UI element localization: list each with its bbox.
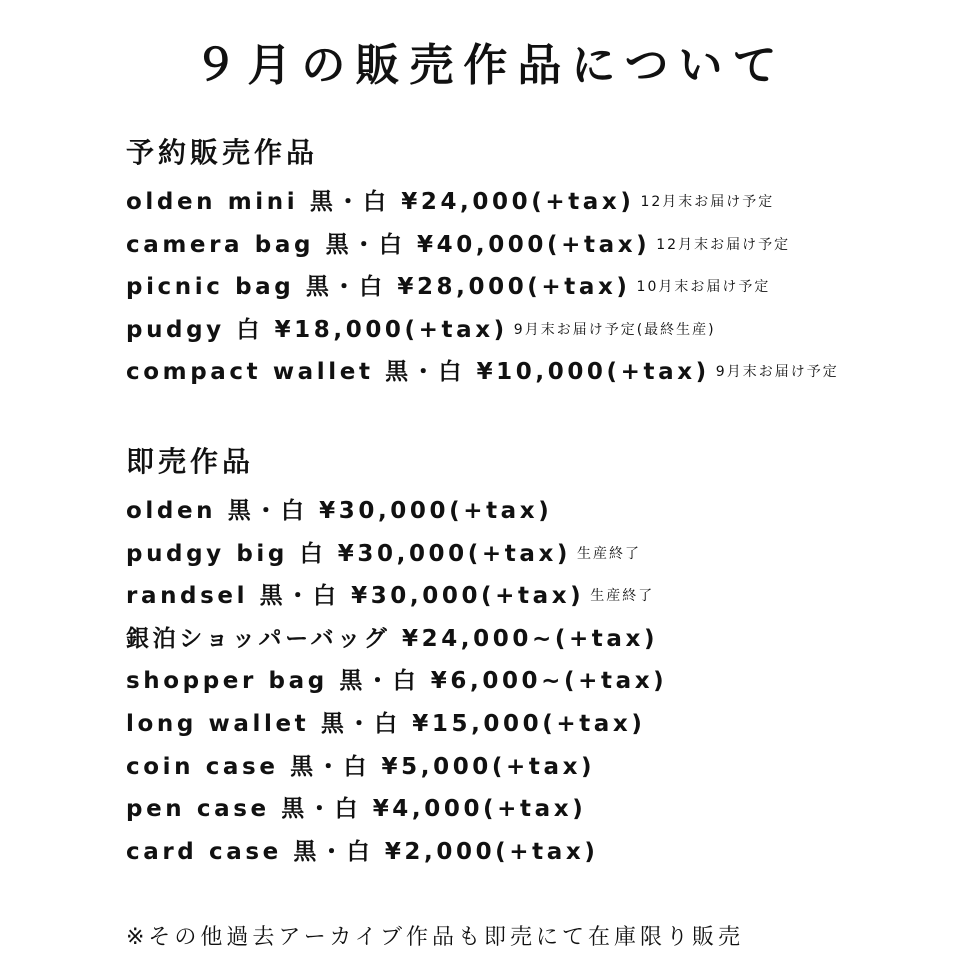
instock-item	[126, 575, 673, 618]
item-name-price: 銀泊ショッパーバッグ ¥24,000~(+tax)	[126, 625, 659, 652]
item-name-price: coin case 黒・白 ¥5,000(+tax)	[126, 753, 596, 780]
instock-list	[126, 490, 673, 873]
preorder-item	[126, 181, 839, 224]
item-name-price: pudgy big 白 ¥30,000(+tax)	[126, 540, 571, 567]
instock-item	[126, 703, 673, 746]
delivery-note: 12月末お届け予定	[656, 236, 791, 253]
instock-item	[126, 618, 673, 661]
preorder-item	[126, 351, 839, 394]
preorder-item	[126, 224, 839, 267]
item-name-price: pudgy 白 ¥18,000(+tax)	[126, 316, 508, 343]
item-name-price: pen case 黒・白 ¥4,000(+tax)	[126, 796, 587, 823]
item-name-price: shopper bag 黒・白 ¥6,000~(+tax)	[126, 668, 668, 695]
instock-heading: 即売作品	[126, 445, 255, 478]
preorder-heading: 予約販売作品	[126, 136, 319, 169]
item-name-price: compact wallet 黒・白 ¥10,000(+tax)	[126, 359, 710, 386]
item-name-price: olden mini 黒・白 ¥24,000(+tax)	[126, 189, 635, 215]
instock-item	[126, 490, 673, 533]
delivery-note: 12月末お届け予定	[640, 194, 775, 210]
delivery-note: 9月末お届け予定(最終生産)	[513, 321, 716, 338]
status-note: 生産終了	[577, 545, 641, 562]
preorder-item	[126, 309, 839, 352]
instock-item	[126, 831, 673, 874]
delivery-note: 9月末お届け予定	[715, 364, 839, 381]
item-name-price: card case 黒・白 ¥2,000(+tax)	[126, 838, 599, 865]
item-name-price: olden 黒・白 ¥30,000(+tax)	[126, 498, 553, 524]
instock-item	[126, 746, 673, 789]
item-name-price: randsel 黒・白 ¥30,000(+tax)	[126, 583, 585, 610]
page-title: ９月の販売作品について	[193, 40, 787, 91]
preorder-item	[126, 266, 839, 309]
instock-item	[126, 788, 673, 831]
instock-item	[126, 660, 673, 703]
instock-item	[126, 533, 673, 576]
footer-note: ※その他過去アーカイブ作品も即売にて在庫限り販売	[126, 925, 745, 950]
item-name-price: long wallet 黒・白 ¥15,000(+tax)	[126, 710, 646, 737]
item-name-price: picnic bag 黒・白 ¥28,000(+tax)	[126, 274, 631, 301]
status-note: 生産終了	[590, 588, 655, 605]
item-name-price: camera bag 黒・白 ¥40,000(+tax)	[126, 231, 651, 258]
preorder-list	[126, 181, 839, 394]
delivery-note: 10月末お届け予定	[636, 279, 771, 296]
